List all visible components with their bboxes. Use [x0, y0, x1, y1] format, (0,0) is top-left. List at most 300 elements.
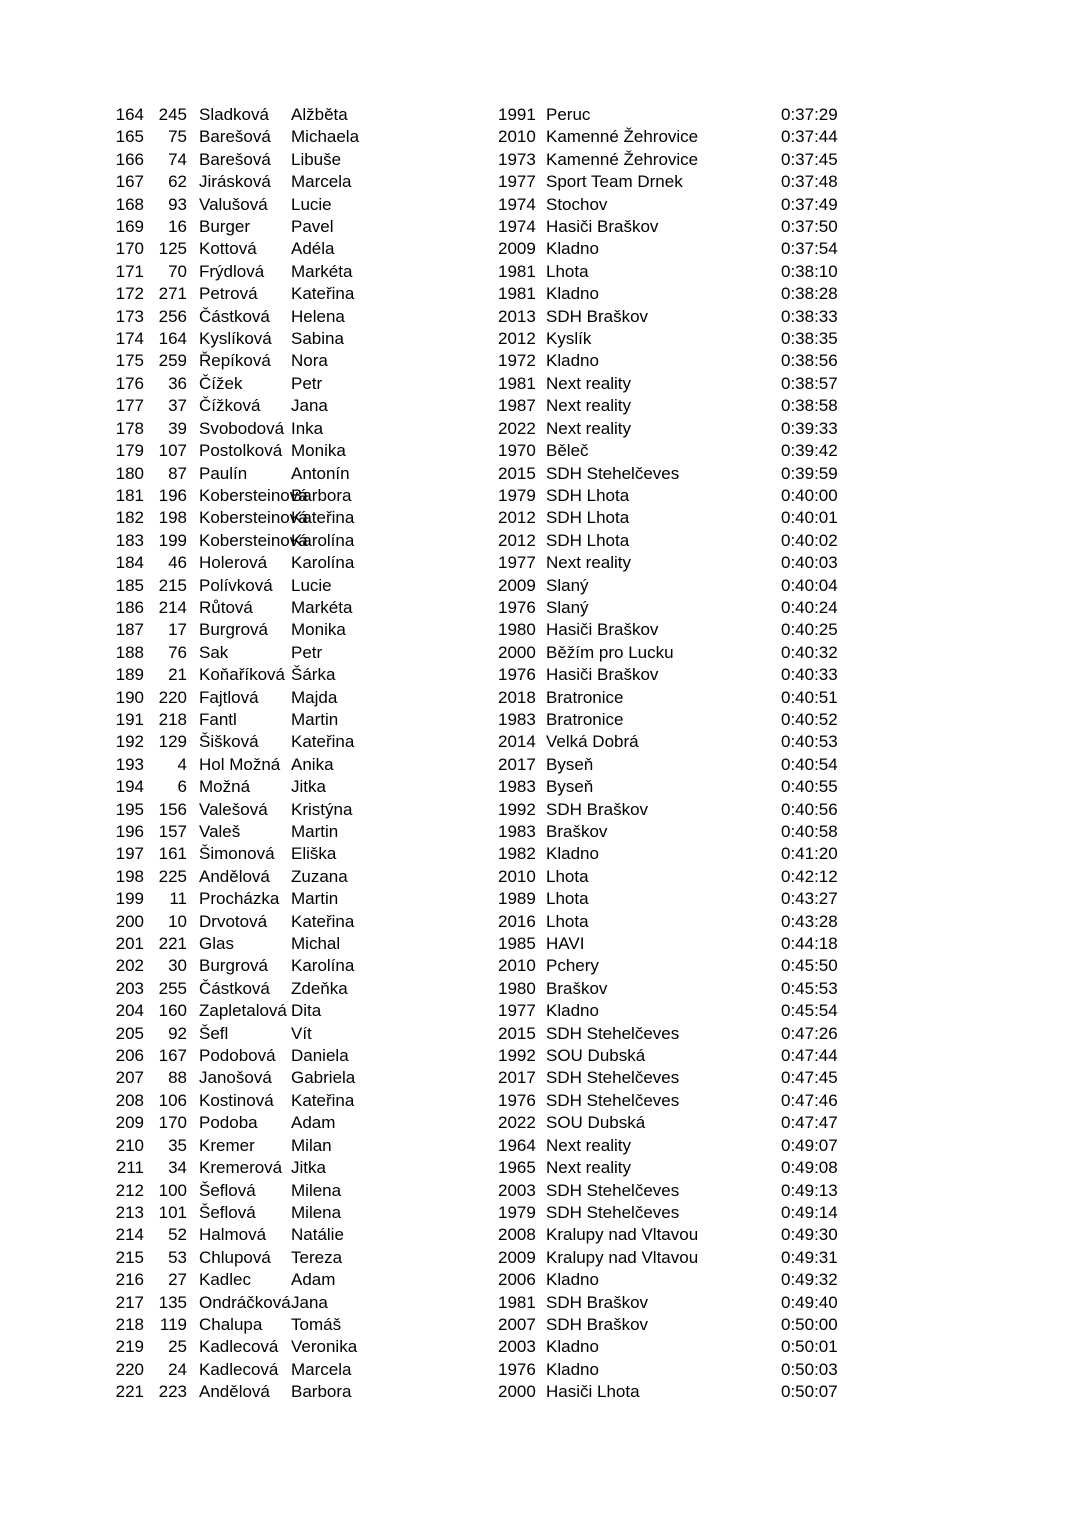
surname-cell: Holerová — [199, 553, 268, 573]
rank-cell: 176 — [115, 373, 144, 393]
bib-cell: 75 — [168, 127, 187, 147]
surname-cell: Šefl — [199, 1023, 229, 1043]
year-cell: 1981 — [498, 261, 536, 281]
table-row — [0, 1224, 1080, 1246]
surname-cell: Kobersteinová — [199, 530, 308, 550]
surname-cell: Barešová — [199, 127, 271, 147]
bib-cell: 199 — [158, 530, 187, 550]
table-row — [0, 1045, 1080, 1067]
rank-cell: 172 — [115, 284, 144, 304]
year-cell: 1992 — [498, 1046, 536, 1066]
firstname-cell: Martin — [291, 709, 339, 729]
time-cell: 0:37:48 — [781, 172, 838, 192]
firstname-cell: Michal — [291, 934, 341, 954]
table-row — [0, 418, 1080, 440]
surname-cell: Frýdlová — [199, 261, 265, 281]
time-cell: 0:40:04 — [781, 575, 838, 595]
club-cell: Lhota — [546, 866, 589, 886]
firstname-cell: Milena — [291, 1202, 342, 1222]
surname-cell: Polívková — [199, 575, 273, 595]
rank-cell: 202 — [115, 956, 144, 976]
firstname-cell: Karolína — [291, 530, 355, 550]
surname-cell: Šeflová — [199, 1180, 256, 1200]
table-row — [0, 238, 1080, 260]
year-cell: 1977 — [498, 1001, 536, 1021]
club-cell: SOU Dubská — [546, 1113, 646, 1133]
rank-cell: 191 — [115, 709, 144, 729]
club-cell: Kralupy nad Vltavou — [546, 1247, 699, 1267]
rank-cell: 216 — [115, 1270, 144, 1290]
surname-cell: Fantl — [199, 709, 237, 729]
table-row — [0, 261, 1080, 283]
rank-cell: 189 — [115, 665, 144, 685]
bib-cell: 10 — [168, 911, 187, 931]
bib-cell: 93 — [168, 194, 187, 214]
bib-cell: 46 — [168, 553, 187, 573]
year-cell: 2013 — [498, 306, 536, 326]
time-cell: 0:47:46 — [781, 1090, 838, 1110]
club-cell: SDH Braškov — [546, 306, 649, 326]
time-cell: 0:37:44 — [781, 127, 838, 147]
bib-cell: 106 — [158, 1090, 187, 1110]
club-cell: Pchery — [546, 956, 599, 976]
firstname-cell: Anika — [291, 754, 334, 774]
firstname-cell: Milena — [291, 1180, 342, 1200]
firstname-cell: Kristýna — [291, 799, 353, 819]
surname-cell: Růtová — [199, 597, 253, 617]
time-cell: 0:38:10 — [781, 261, 838, 281]
rank-cell: 199 — [115, 889, 144, 909]
bib-cell: 129 — [158, 732, 187, 752]
table-row — [0, 126, 1080, 148]
bib-cell: 92 — [168, 1023, 187, 1043]
time-cell: 0:37:29 — [781, 105, 838, 124]
rank-cell: 218 — [115, 1314, 144, 1334]
firstname-cell: Milan — [291, 1135, 332, 1155]
time-cell: 0:49:30 — [781, 1225, 838, 1245]
table-row — [0, 597, 1080, 619]
club-cell: Next reality — [546, 1135, 632, 1155]
rank-cell: 198 — [115, 866, 144, 886]
year-cell: 1981 — [498, 1292, 536, 1312]
time-cell: 0:40:52 — [781, 709, 838, 729]
year-cell: 1973 — [498, 149, 536, 169]
surname-cell: Glas — [199, 934, 234, 954]
firstname-cell: Libuše — [291, 149, 342, 169]
firstname-cell: Alžběta — [291, 105, 348, 124]
club-cell: SDH Braškov — [546, 1314, 649, 1334]
firstname-cell: Dita — [291, 1001, 322, 1021]
club-cell: Next reality — [546, 373, 632, 393]
rank-cell: 205 — [115, 1023, 144, 1043]
time-cell: 0:40:58 — [781, 822, 838, 841]
bib-cell: 36 — [168, 373, 187, 393]
firstname-cell: Helena — [291, 306, 345, 326]
time-cell: 0:50:01 — [781, 1337, 838, 1357]
firstname-cell: Gabriela — [291, 1068, 356, 1088]
table-row — [0, 1067, 1080, 1089]
year-cell: 1992 — [498, 799, 536, 819]
rank-cell: 177 — [115, 396, 144, 416]
firstname-cell: Kateřina — [291, 1090, 355, 1110]
year-cell: 2017 — [498, 1068, 536, 1088]
table-row — [0, 552, 1080, 574]
club-cell: Kladno — [546, 844, 599, 864]
firstname-cell: Monika — [291, 441, 346, 461]
surname-cell: Halmová — [199, 1225, 267, 1245]
club-cell: Lhota — [546, 261, 589, 281]
rank-cell: 217 — [115, 1292, 144, 1312]
table-row — [0, 306, 1080, 328]
club-cell: SDH Lhota — [546, 530, 630, 550]
year-cell: 1989 — [498, 889, 536, 909]
table-row — [0, 1135, 1080, 1157]
surname-cell: Kyslíková — [199, 329, 272, 349]
time-cell: 0:45:50 — [781, 956, 838, 976]
bib-cell: 4 — [177, 754, 187, 774]
club-cell: Slaný — [546, 597, 589, 617]
club-cell: Kladno — [546, 1270, 599, 1290]
bib-cell: 87 — [168, 463, 187, 483]
bib-cell: 218 — [158, 709, 187, 729]
table-row — [0, 933, 1080, 955]
club-cell: SDH Stehelčeves — [546, 1180, 680, 1200]
club-cell: Next reality — [546, 418, 632, 438]
club-cell: Byseň — [546, 754, 594, 774]
surname-cell: Sladková — [199, 105, 269, 124]
table-row — [0, 1292, 1080, 1314]
year-cell: 2012 — [498, 329, 536, 349]
rank-cell: 194 — [115, 777, 144, 797]
club-cell: Kladno — [546, 1359, 599, 1379]
time-cell: 0:50:03 — [781, 1359, 838, 1379]
time-cell: 0:40:55 — [781, 777, 838, 797]
rank-cell: 208 — [115, 1090, 144, 1110]
bib-cell: 100 — [158, 1180, 187, 1200]
year-cell: 1974 — [498, 217, 536, 237]
year-cell: 1976 — [498, 597, 536, 617]
firstname-cell: Zuzana — [291, 866, 348, 886]
surname-cell: Chalupa — [199, 1314, 263, 1334]
year-cell: 2022 — [498, 418, 536, 438]
year-cell: 1976 — [498, 665, 536, 685]
bib-cell: 6 — [177, 777, 187, 797]
surname-cell: Svobodová — [199, 418, 285, 438]
time-cell: 0:47:44 — [781, 1046, 838, 1066]
bib-cell: 30 — [168, 956, 187, 976]
surname-cell: Andělová — [199, 866, 270, 886]
surname-cell: Kobersteinová — [199, 485, 308, 505]
year-cell: 1981 — [498, 284, 536, 304]
surname-cell: Sak — [199, 642, 229, 662]
firstname-cell: Zdeňka — [291, 978, 348, 998]
bib-cell: 223 — [158, 1382, 187, 1402]
time-cell: 0:40:02 — [781, 530, 838, 550]
firstname-cell: Kateřina — [291, 284, 355, 304]
firstname-cell: Barbora — [291, 1382, 352, 1402]
year-cell: 1976 — [498, 1359, 536, 1379]
firstname-cell: Kateřina — [291, 508, 355, 528]
year-cell: 2012 — [498, 508, 536, 528]
club-cell: Kladno — [546, 239, 599, 259]
time-cell: 0:47:45 — [781, 1068, 838, 1088]
bib-cell: 225 — [158, 866, 187, 886]
table-row — [0, 507, 1080, 529]
rank-cell: 188 — [115, 642, 144, 662]
firstname-cell: Adéla — [291, 239, 335, 259]
firstname-cell: Nora — [291, 351, 328, 371]
results-table — [0, 104, 1080, 1404]
table-row — [0, 1023, 1080, 1045]
table-row — [0, 1157, 1080, 1179]
bib-cell: 220 — [158, 687, 187, 707]
club-cell: Kamenné Žehrovice — [546, 127, 699, 147]
rank-cell: 215 — [115, 1247, 144, 1267]
surname-cell: Kadlecová — [199, 1337, 279, 1357]
time-cell: 0:49:08 — [781, 1158, 838, 1178]
table-row — [0, 171, 1080, 193]
surname-cell: Paulín — [199, 463, 248, 483]
time-cell: 0:39:59 — [781, 463, 838, 483]
surname-cell: Možná — [199, 777, 251, 797]
surname-cell: Petrová — [199, 284, 258, 304]
table-row — [0, 619, 1080, 641]
year-cell: 2015 — [498, 463, 536, 483]
table-row — [0, 664, 1080, 686]
table-row — [0, 754, 1080, 776]
firstname-cell: Lucie — [291, 575, 332, 595]
table-row — [0, 283, 1080, 305]
firstname-cell: Natálie — [291, 1225, 344, 1245]
surname-cell: Drvotová — [199, 911, 268, 931]
year-cell: 1977 — [498, 172, 536, 192]
surname-cell: Šimonová — [199, 844, 275, 864]
table-row — [0, 194, 1080, 216]
time-cell: 0:40:53 — [781, 732, 838, 752]
year-cell: 2017 — [498, 754, 536, 774]
year-cell: 2018 — [498, 687, 536, 707]
table-row — [0, 843, 1080, 865]
year-cell: 2010 — [498, 866, 536, 886]
club-cell: Kamenné Žehrovice — [546, 149, 699, 169]
firstname-cell: Marcela — [291, 1359, 352, 1379]
firstname-cell: Adam — [291, 1113, 336, 1133]
rank-cell: 214 — [115, 1225, 144, 1245]
time-cell: 0:47:26 — [781, 1023, 838, 1043]
time-cell: 0:40:03 — [781, 553, 838, 573]
table-row — [0, 328, 1080, 350]
table-row — [0, 955, 1080, 977]
year-cell: 2010 — [498, 127, 536, 147]
time-cell: 0:38:58 — [781, 396, 838, 416]
year-cell: 2014 — [498, 732, 536, 752]
surname-cell: Šeflová — [199, 1202, 256, 1222]
firstname-cell: Šárka — [291, 665, 336, 685]
surname-cell: Kremerová — [199, 1158, 283, 1178]
table-row — [0, 1336, 1080, 1358]
time-cell: 0:39:42 — [781, 441, 838, 461]
rank-cell: 179 — [115, 441, 144, 461]
firstname-cell: Adam — [291, 1270, 336, 1290]
surname-cell: Janošová — [199, 1068, 272, 1088]
year-cell: 2009 — [498, 575, 536, 595]
club-cell: Peruc — [546, 105, 591, 124]
time-cell: 0:40:25 — [781, 620, 838, 640]
rank-cell: 203 — [115, 978, 144, 998]
bib-cell: 156 — [158, 799, 187, 819]
table-row — [0, 395, 1080, 417]
year-cell: 1985 — [498, 934, 536, 954]
rank-cell: 181 — [115, 485, 144, 505]
surname-cell: Částková — [199, 978, 270, 998]
bib-cell: 135 — [158, 1292, 187, 1312]
surname-cell: Andělová — [199, 1382, 270, 1402]
year-cell: 1976 — [498, 1090, 536, 1110]
surname-cell: Kadlecová — [199, 1359, 279, 1379]
surname-cell: Valeš — [199, 822, 241, 841]
year-cell: 1970 — [498, 441, 536, 461]
firstname-cell: Tereza — [291, 1247, 343, 1267]
year-cell: 2006 — [498, 1270, 536, 1290]
club-cell: Next reality — [546, 553, 632, 573]
bib-cell: 17 — [168, 620, 187, 640]
table-row — [0, 575, 1080, 597]
time-cell: 0:40:33 — [781, 665, 838, 685]
bib-cell: 167 — [158, 1046, 187, 1066]
surname-cell: Podoba — [199, 1113, 258, 1133]
club-cell: Hasiči Braškov — [546, 620, 659, 640]
surname-cell: Částková — [199, 306, 270, 326]
firstname-cell: Vít — [291, 1023, 312, 1043]
table-row — [0, 485, 1080, 507]
firstname-cell: Sabina — [291, 329, 344, 349]
club-cell: Next reality — [546, 1158, 632, 1178]
rank-cell: 192 — [115, 732, 144, 752]
year-cell: 1980 — [498, 978, 536, 998]
time-cell: 0:40:24 — [781, 597, 838, 617]
time-cell: 0:37:50 — [781, 217, 838, 237]
rank-cell: 185 — [115, 575, 144, 595]
club-cell: Kyslík — [546, 329, 592, 349]
rank-cell: 183 — [115, 530, 144, 550]
time-cell: 0:38:28 — [781, 284, 838, 304]
year-cell: 2009 — [498, 239, 536, 259]
firstname-cell: Kateřina — [291, 732, 355, 752]
club-cell: Běleč — [546, 441, 589, 461]
time-cell: 0:45:54 — [781, 1001, 838, 1021]
rank-cell: 164 — [115, 105, 144, 124]
rank-cell: 196 — [115, 822, 144, 841]
bib-cell: 52 — [168, 1225, 187, 1245]
table-row — [0, 350, 1080, 372]
bib-cell: 161 — [158, 844, 187, 864]
surname-cell: Burger — [199, 217, 251, 237]
table-row — [0, 440, 1080, 462]
firstname-cell: Petr — [291, 642, 323, 662]
time-cell: 0:49:14 — [781, 1202, 838, 1222]
firstname-cell: Markéta — [291, 597, 353, 617]
time-cell: 0:47:47 — [781, 1113, 838, 1133]
surname-cell: Barešová — [199, 149, 271, 169]
club-cell: Hasiči Lhota — [546, 1382, 640, 1402]
club-cell: Sport Team Drnek — [546, 172, 683, 192]
club-cell: Slaný — [546, 575, 589, 595]
club-cell: Běžím pro Lucku — [546, 642, 674, 662]
table-row — [0, 1000, 1080, 1022]
year-cell: 1965 — [498, 1158, 536, 1178]
table-row — [0, 1247, 1080, 1269]
time-cell: 0:37:54 — [781, 239, 838, 259]
table-row — [0, 1269, 1080, 1291]
surname-cell: Řepíková — [199, 351, 271, 371]
bib-cell: 221 — [158, 934, 187, 954]
year-cell: 1981 — [498, 373, 536, 393]
bib-cell: 39 — [168, 418, 187, 438]
time-cell: 0:42:12 — [781, 866, 838, 886]
surname-cell: Kottová — [199, 239, 257, 259]
surname-cell: Zapletalová — [199, 1001, 287, 1021]
time-cell: 0:49:40 — [781, 1292, 838, 1312]
bib-cell: 62 — [168, 172, 187, 192]
surname-cell: Chlupová — [199, 1247, 271, 1267]
bib-cell: 27 — [168, 1270, 187, 1290]
table-row — [0, 821, 1080, 843]
surname-cell: Koňaříková — [199, 665, 285, 685]
year-cell: 2022 — [498, 1113, 536, 1133]
time-cell: 0:45:53 — [781, 978, 838, 998]
bib-cell: 24 — [168, 1359, 187, 1379]
table-row — [0, 1112, 1080, 1134]
table-row — [0, 216, 1080, 238]
firstname-cell: Monika — [291, 620, 346, 640]
rank-cell: 190 — [115, 687, 144, 707]
bib-cell: 196 — [158, 485, 187, 505]
surname-cell: Kremer — [199, 1135, 255, 1155]
time-cell: 0:40:32 — [781, 642, 838, 662]
time-cell: 0:49:31 — [781, 1247, 838, 1267]
bib-cell: 53 — [168, 1247, 187, 1267]
bib-cell: 170 — [158, 1113, 187, 1133]
rank-cell: 169 — [115, 217, 144, 237]
year-cell: 2010 — [498, 956, 536, 976]
club-cell: Hasiči Braškov — [546, 217, 659, 237]
bib-cell: 101 — [158, 1202, 187, 1222]
year-cell: 1974 — [498, 194, 536, 214]
rank-cell: 180 — [115, 463, 144, 483]
table-row — [0, 888, 1080, 910]
rank-cell: 210 — [115, 1135, 144, 1155]
year-cell: 2015 — [498, 1023, 536, 1043]
bib-cell: 271 — [158, 284, 187, 304]
time-cell: 0:40:01 — [781, 508, 838, 528]
surname-cell: Burgrová — [199, 620, 268, 640]
bib-cell: 107 — [158, 441, 187, 461]
time-cell: 0:41:20 — [781, 844, 838, 864]
firstname-cell: Martin — [291, 822, 339, 841]
year-cell: 1982 — [498, 844, 536, 864]
surname-cell: Podobová — [199, 1046, 276, 1066]
table-row — [0, 709, 1080, 731]
firstname-cell: Markéta — [291, 261, 353, 281]
bib-cell: 37 — [168, 396, 187, 416]
rank-cell: 173 — [115, 306, 144, 326]
rank-cell: 197 — [115, 844, 144, 864]
table-row — [0, 687, 1080, 709]
time-cell: 0:40:51 — [781, 687, 838, 707]
club-cell: Lhota — [546, 911, 589, 931]
surname-cell: Čížková — [199, 396, 261, 416]
year-cell: 1979 — [498, 1202, 536, 1222]
